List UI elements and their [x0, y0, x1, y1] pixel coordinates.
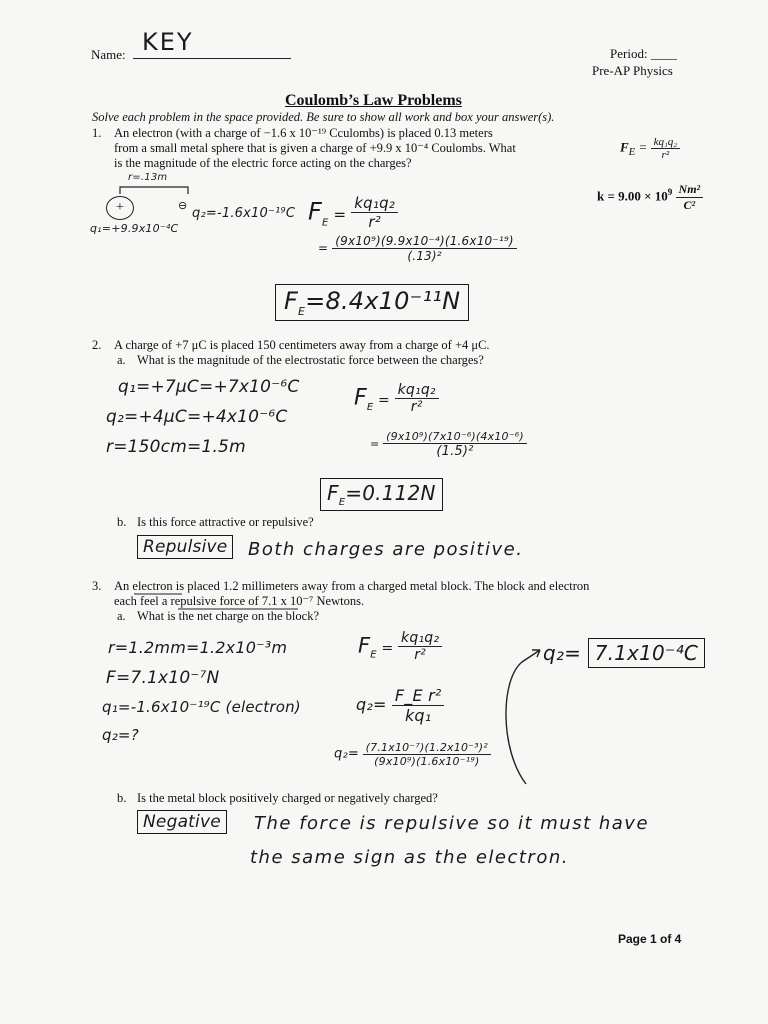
p3-answer-lhs: q₂=: [543, 641, 582, 665]
p3-eq-den: r²: [414, 647, 426, 663]
problem-3-number: 3.: [92, 579, 102, 593]
p1-answer-value: =8.4x10⁻¹¹N: [305, 287, 461, 315]
period-label-text: Period:: [610, 46, 648, 61]
p3b-note-1: The force is repulsive so it must have: [254, 813, 650, 834]
k-num: Nm²: [676, 182, 704, 198]
p1-answer-box: [275, 284, 469, 321]
name-label: Name:: [91, 47, 126, 62]
p3-f: F=7.1x10⁻⁷N: [106, 668, 220, 688]
p2-eq-num: kq₁q₂: [395, 382, 439, 399]
p1-negative-charge: ⊖: [178, 200, 188, 212]
problem-1-number: 1.: [92, 126, 102, 140]
p2-sub-fraction: [383, 430, 527, 459]
p1-sub-num: (9x10⁹)(9.9x10⁻⁴)(1.6x10⁻¹⁹): [332, 234, 517, 249]
name-underline: [133, 58, 291, 59]
p2-answer-box: [320, 478, 443, 511]
formula-lhs: F: [620, 139, 629, 155]
problem-3a-text: What is the net charge on the block?: [137, 609, 319, 623]
p1-eq-lhs: F: [308, 197, 323, 226]
p3-sub-lhs: q₂=: [334, 746, 359, 762]
period-blank: ____: [650, 46, 677, 61]
p1-distance-bracket: [118, 184, 190, 196]
p1-answer-sub: E: [298, 304, 306, 318]
p2-sub-num: (9x10⁹)(7x10⁻⁶)(4x10⁻⁶): [383, 430, 527, 444]
page-title: Coulomb’s Law Problems: [285, 92, 462, 109]
p2-answer-sub: E: [338, 497, 346, 508]
k-text: k = 9.00 × 10: [597, 188, 668, 204]
p3-q1: q₁=-1.6x10⁻¹⁹C (electron): [102, 698, 301, 716]
k-den: C²: [683, 198, 696, 212]
problem-1-text-3: is the magnitude of the electric force acting on the charges?: [114, 156, 412, 170]
problem-3-text-1: An electron is placed 1.2 millimeters away from a charged metal block. The block and electron: [114, 579, 590, 593]
p3-answer-box: 7.1x10⁻⁴C: [588, 638, 705, 668]
p3-substitution: [334, 741, 491, 768]
name-value: KEY: [142, 28, 194, 56]
problem-3-text-2: each feel a repulsive force of 7.1 x 10⁻⁷ Newtons.: [114, 594, 365, 608]
p3-solve-fraction: [392, 686, 445, 725]
p3-equation: $F_E$ = $\frac{\text{kq₁q₂}}{\text{r²}}$: [358, 630, 442, 663]
p1-sub-den: (.13)²: [407, 249, 442, 263]
formula-num: kq₁q₂: [651, 136, 681, 149]
k-constant: [597, 182, 703, 213]
p1-eq-num: kq₁q₂: [351, 194, 398, 213]
p2b-answer-box: Repulsive: [137, 535, 233, 559]
problem-1-text-1: An electron (with a charge of −1.6 x 10⁻¹⁹ Cculombs) is placed 0.13 meters: [114, 126, 493, 140]
p2-answer-value: =0.112N: [345, 481, 436, 505]
p2-equation: $F_E$ = $\frac{\text{kq₁q₂}}{\text{r²}}$: [354, 382, 439, 415]
p3-eq-sub: E: [370, 649, 377, 661]
p2-sub-den: (1.5)²: [436, 444, 474, 459]
p3-sub-den: (9x10⁹)(1.6x10⁻¹⁹): [374, 755, 480, 768]
problem-3b-label: b.: [117, 791, 127, 805]
coulomb-formula: $F_E$ = $\frac{\text{kq₁q₂}}{\text{r²}}$: [620, 136, 680, 161]
p3-eq-num: kq₁q₂: [398, 630, 442, 647]
p3-solve-lhs: q₂=: [356, 695, 387, 714]
p2-eq-sub: E: [366, 401, 374, 413]
page-number: Page 1 of 4: [618, 932, 682, 946]
problem-1-text-2: from a small metal sphere that is given a charge of +9.9 x 10⁻⁴ Coulombs. What: [114, 141, 516, 155]
p1-q1: q₁=+9.9x10⁻⁴C: [90, 222, 179, 235]
formula-sub: E: [628, 146, 636, 159]
p1-substitution: = $\frac{\text{(9x10⁹)(9.9x10⁻⁴)(1.6x10⁻¹⁹)}}{\text{(.13)²}}$: [318, 234, 517, 263]
problem-3b-text: Is the metal block positively charged or negatively charged?: [137, 791, 438, 805]
p2-q1: q₁=+7μC=+7x10⁻⁶C: [118, 377, 300, 397]
k-units: [676, 182, 704, 213]
p2-substitution: = $\frac{\text{(9x10⁹)(7x10⁻⁶)(4x10⁻⁶)}}{\text{(1.5)²}}$: [370, 430, 527, 459]
period-label: [610, 46, 677, 61]
p1-distance-label: r=.13m: [128, 172, 168, 183]
problem-2-number: 2.: [92, 338, 102, 352]
p1-q2: q₂=-1.6x10⁻¹⁹C: [192, 206, 296, 221]
p1-equation: $F_E$ = $\frac{\text{kq₁q₂}}{\text{r²}}$: [308, 194, 398, 231]
problem-2-text: A charge of +7 μC is placed 150 centimeters away from a charge of +4 μC.: [114, 338, 490, 352]
p3b-note-2: the same sign as the electron.: [250, 847, 569, 868]
p2-eq-den: r²: [410, 399, 423, 415]
p2-eq-fraction: [395, 382, 439, 415]
p2-q2: q₂=+4μC=+4x10⁻⁶C: [106, 407, 288, 427]
p3-solve-num: F_E r²: [392, 686, 445, 706]
instructions: Solve each problem in the space provided. Be sure to show all work and box your answer(s).: [92, 110, 555, 124]
course-label: Pre-AP Physics: [592, 63, 673, 78]
p3-sub-fraction: [363, 741, 491, 768]
problem-2b-text: Is this force attractive or repulsive?: [137, 515, 314, 529]
k-exp: 9: [667, 187, 673, 198]
p3-answer: [543, 638, 705, 668]
p2-r: r=150cm=1.5m: [106, 437, 246, 457]
p3-q2: q₂=?: [102, 726, 139, 744]
p1-eq-fraction: [351, 194, 398, 231]
p1-eq-sub: E: [322, 217, 329, 229]
p2-answer-lhs: F: [327, 481, 339, 505]
formula-fraction: [651, 136, 681, 161]
p3-eq-fraction: [398, 630, 442, 663]
p3-sub-num: (7.1x10⁻⁷)(1.2x10⁻³)²: [363, 741, 491, 755]
p2-eq-lhs: F: [354, 385, 367, 411]
p1-eq-den: r²: [368, 213, 381, 231]
formula-den: r²: [661, 149, 670, 161]
p1-positive-charge: +: [106, 196, 134, 220]
p3-solve: [356, 686, 444, 725]
problem-2b-label: b.: [117, 515, 127, 529]
p1-answer-lhs: F: [284, 287, 299, 315]
p3-solve-den: kq₁: [404, 706, 432, 725]
problem-3a-label: a.: [117, 609, 126, 623]
p3-r: r=1.2mm=1.2x10⁻³m: [108, 638, 288, 657]
p3-eq-lhs: F: [358, 633, 371, 658]
p3b-answer-box: Negative: [137, 810, 227, 834]
problem-2a-label: a.: [117, 353, 126, 367]
problem-2a-text: What is the magnitude of the electrostatic force between the charges?: [137, 353, 484, 367]
p2b-note: Both charges are positive.: [248, 539, 524, 560]
p1-sub-fraction: [332, 234, 517, 263]
